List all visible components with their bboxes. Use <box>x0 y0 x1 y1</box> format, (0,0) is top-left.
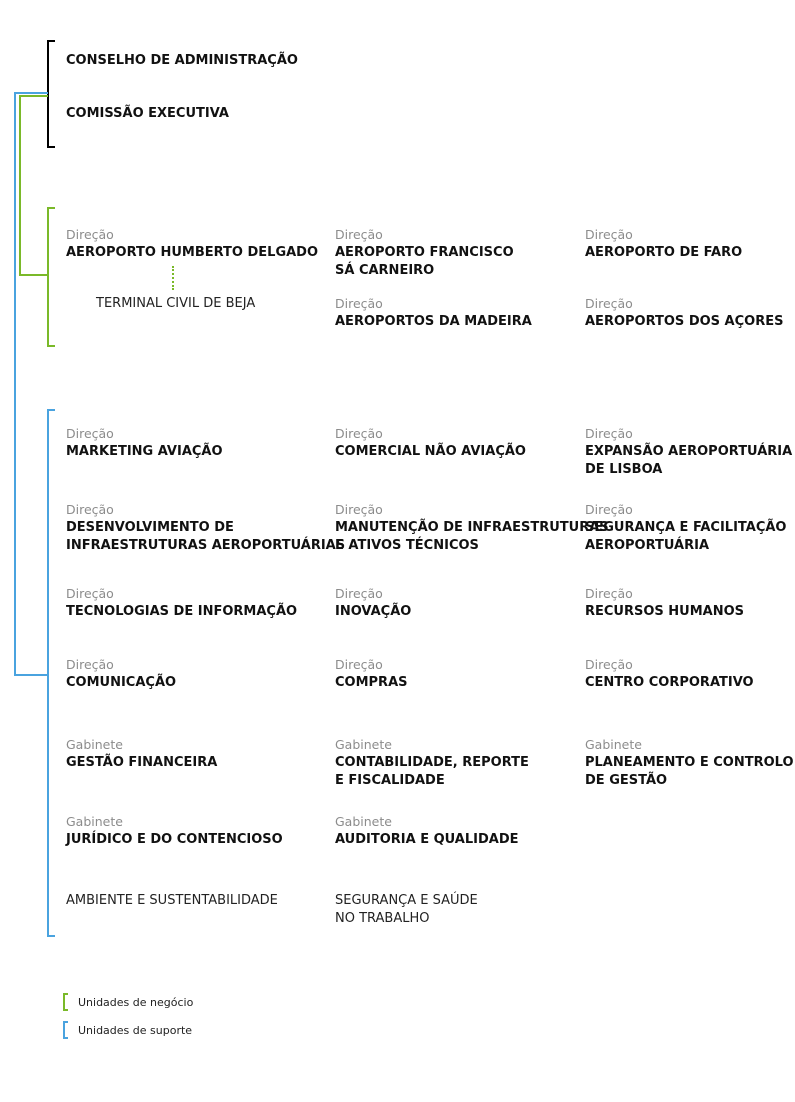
legend-business-label: Unidades de negócio <box>78 996 194 1009</box>
unit-name: AUDITORIA E QUALIDADE <box>335 832 519 847</box>
unit-madeira <box>335 295 532 331</box>
unit-ambiente <box>66 892 278 910</box>
unit-kind: Gabinete <box>585 737 642 752</box>
unit-inovacao <box>335 585 411 621</box>
unit-name: INOVAÇÃO <box>335 604 412 619</box>
legend-support-label: Unidades de suporte <box>78 1024 193 1037</box>
unit-name: RECURSOS HUMANOS <box>585 604 745 619</box>
unit-compras <box>335 656 408 692</box>
unit-kind: Direção <box>66 586 114 601</box>
unit-name: PLANEAMENTO E CONTROLO DE GESTÃO <box>585 755 794 788</box>
unit-contabilidade <box>335 736 529 790</box>
unit-kind: Gabinete <box>66 814 123 829</box>
unit-name: TECNOLOGIAS DE INFORMAÇÃO <box>66 604 298 619</box>
legend-business-swatch <box>63 993 68 1011</box>
unit-comunicacao <box>66 656 176 692</box>
unit-manutencao-infra <box>335 501 609 555</box>
business-connector-bottom <box>19 274 48 276</box>
unit-name: AMBIENTE E SUSTENTABILIDADE <box>66 893 278 908</box>
unit-kind: Direção <box>585 227 633 242</box>
unit-name: AEROPORTOS DOS AÇORES <box>585 314 784 329</box>
unit-terminal-beja <box>96 295 255 313</box>
legend-support-swatch <box>63 1021 68 1039</box>
unit-name: MARKETING AVIAÇÃO <box>66 444 223 459</box>
unit-tecnologias-informacao <box>66 585 297 621</box>
unit-faro <box>585 226 742 262</box>
support-bracket-bottom <box>47 935 55 937</box>
unit-planeamento <box>585 736 794 790</box>
unit-kind: Direção <box>335 657 383 672</box>
unit-name: COMPRAS <box>335 675 408 690</box>
unit-kind: Gabinete <box>335 737 392 752</box>
support-bracket-top <box>47 409 55 411</box>
business-connector-vertical <box>19 95 21 276</box>
unit-kind: Direção <box>66 426 114 441</box>
unit-kind: Direção <box>585 502 633 517</box>
unit-name: SEGURANÇA E FACILITAÇÃO AEROPORTUÁRIA <box>585 520 787 553</box>
unit-name: AEROPORTO HUMBERTO DELGADO <box>66 245 319 260</box>
unit-expansao-lisboa <box>585 425 792 479</box>
unit-name: COMERCIAL NÃO AVIAÇÃO <box>335 444 526 459</box>
business-bracket-top <box>47 207 55 209</box>
unit-kind: Direção <box>585 657 633 672</box>
unit-kind: Direção <box>335 426 383 441</box>
business-connector-top <box>19 95 48 97</box>
business-bracket-bottom <box>47 345 55 347</box>
unit-name: CENTRO CORPORATIVO <box>585 675 754 690</box>
unit-kind: Direção <box>335 227 383 242</box>
unit-name: EXPANSÃO AEROPORTUÁRIA DE LISBOA <box>585 444 793 477</box>
beja-dotted-connector <box>172 266 174 290</box>
unit-seguranca-facilitacao <box>585 501 786 555</box>
unit-sa-carneiro <box>335 226 514 280</box>
unit-name: AEROPORTO DE FARO <box>585 245 743 260</box>
unit-name: TERMINAL CIVIL DE BEJA <box>96 296 256 311</box>
support-connector-top <box>14 92 48 94</box>
unit-kind: Direção <box>66 502 114 517</box>
unit-name: AEROPORTO FRANCISCO SÁ CARNEIRO <box>335 245 514 278</box>
board-bracket-vertical <box>47 40 49 148</box>
board-bracket-bottom <box>47 146 55 148</box>
unit-kind: Direção <box>585 296 633 311</box>
unit-name: CONTABILIDADE, REPORTE E FISCALIDADE <box>335 755 529 788</box>
unit-kind: Direção <box>585 426 633 441</box>
support-connector-bottom <box>14 674 48 676</box>
unit-name: SEGURANÇA E SAÚDE NO TRABALHO <box>335 893 478 926</box>
unit-kind: Gabinete <box>335 814 392 829</box>
unit-acores <box>585 295 783 331</box>
unit-auditoria <box>335 813 519 849</box>
unit-marketing-aviacao <box>66 425 223 461</box>
unit-kind: Direção <box>335 296 383 311</box>
unit-seguranca-saude <box>335 892 478 928</box>
board-council: CONSELHO DE ADMINISTRAÇÃO <box>66 53 298 68</box>
board-executive: COMISSÃO EXECUTIVA <box>66 106 229 121</box>
business-bracket-vertical <box>47 207 49 347</box>
support-connector-vertical <box>14 92 16 676</box>
unit-comercial-nao-aviacao <box>335 425 526 461</box>
unit-name: DESENVOLVIMENTO DE INFRAESTRUTURAS AEROPORTUÁRIAS <box>66 520 346 553</box>
unit-name: COMUNICAÇÃO <box>66 675 177 690</box>
unit-name: JURÍDICO E DO CONTENCIOSO <box>66 832 283 847</box>
unit-gestao-financeira <box>66 736 217 772</box>
unit-recursos-humanos <box>585 585 744 621</box>
unit-kind: Gabinete <box>66 737 123 752</box>
unit-juridico <box>66 813 283 849</box>
support-bracket-vertical <box>47 409 49 937</box>
board-bracket-top <box>47 40 55 42</box>
unit-kind: Direção <box>66 657 114 672</box>
unit-desenvolvimento-infra <box>66 501 345 555</box>
unit-name: AEROPORTOS DA MADEIRA <box>335 314 532 329</box>
unit-centro-corporativo <box>585 656 754 692</box>
unit-kind: Direção <box>585 586 633 601</box>
unit-kind: Direção <box>335 586 383 601</box>
unit-name: GESTÃO FINANCEIRA <box>66 755 218 770</box>
unit-name: MANUTENÇÃO DE INFRAESTRUTURAS E ATIVOS TÉCNICOS <box>335 520 609 553</box>
unit-kind: Direção <box>335 502 383 517</box>
unit-humberto-delgado <box>66 226 318 262</box>
unit-kind: Direção <box>66 227 114 242</box>
